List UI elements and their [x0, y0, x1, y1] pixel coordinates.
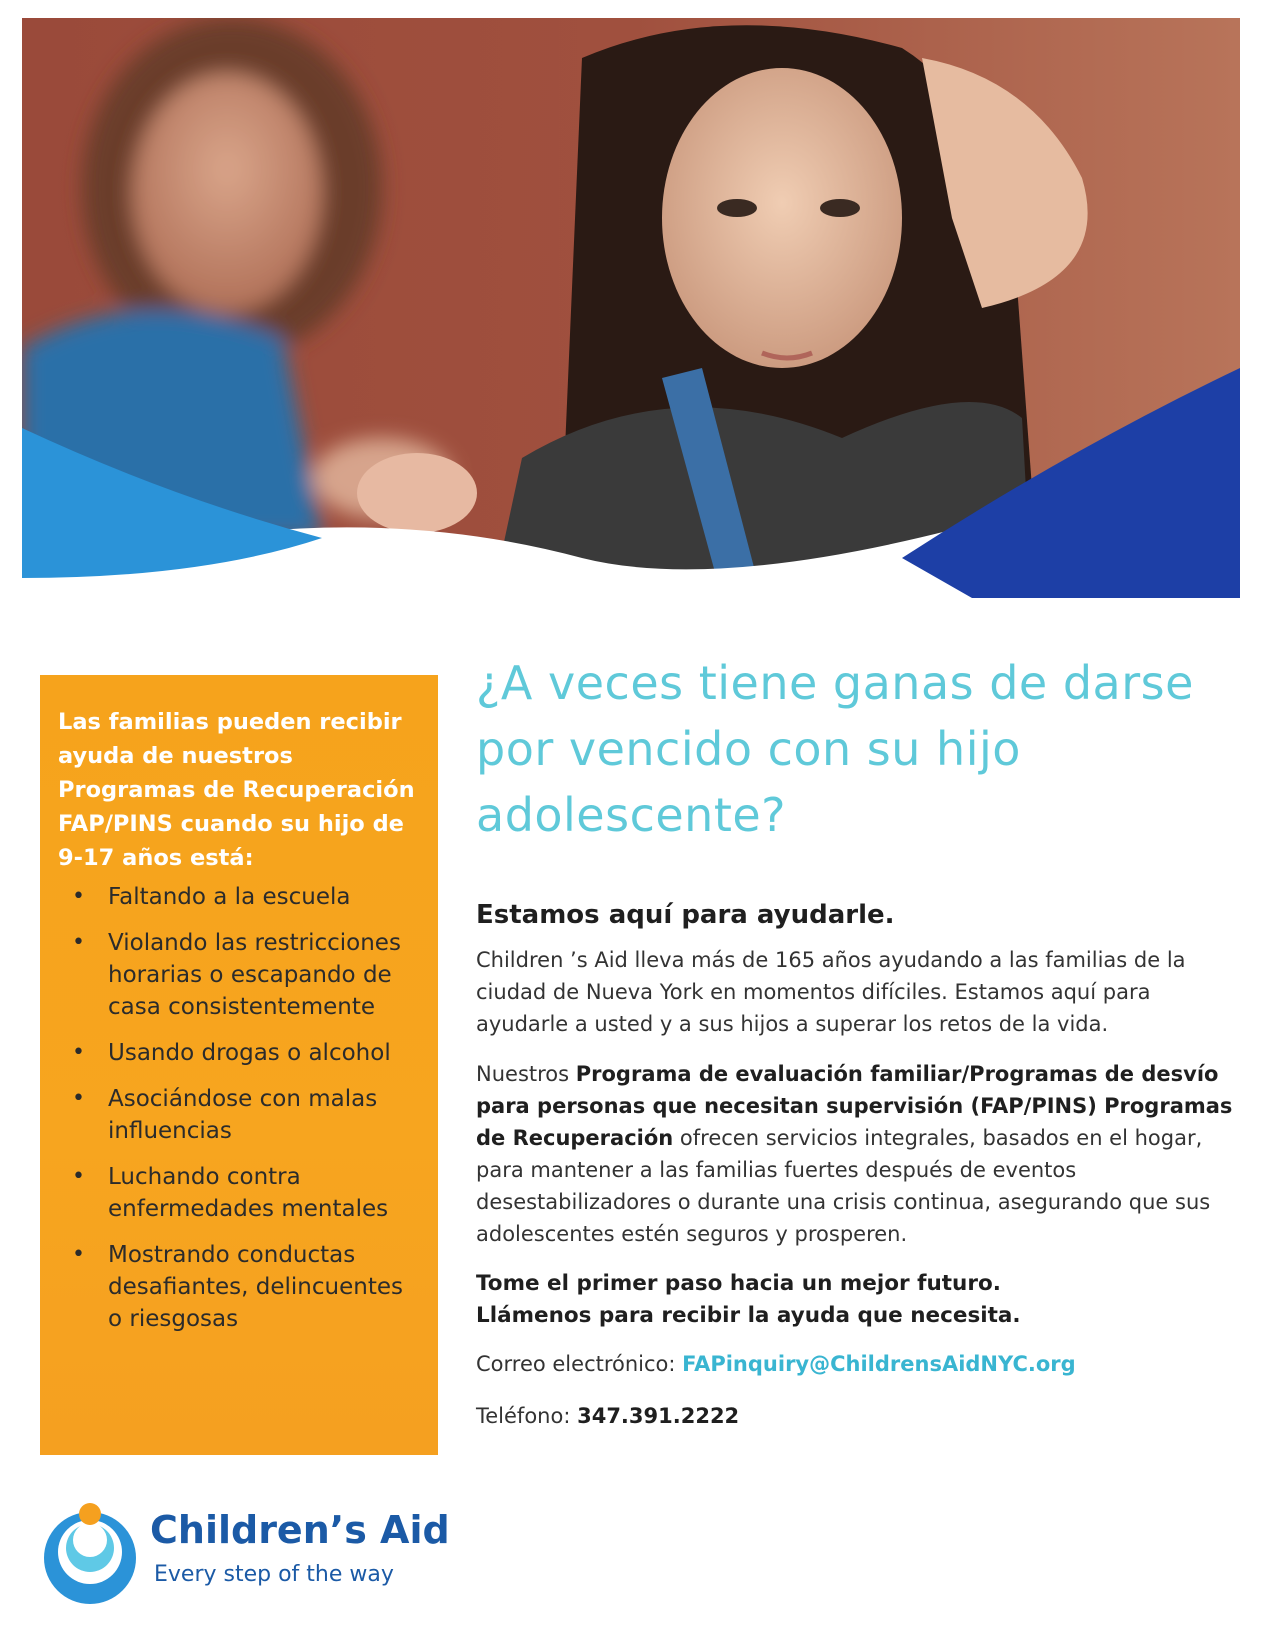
headline: ¿A veces tiene ganas de darse por vencido con su hijo adolescente? — [476, 656, 1194, 842]
sidebar-panel — [40, 675, 438, 1455]
logo-icon — [40, 1500, 140, 1610]
phone-number[interactable]: 347.391.2222 — [577, 1404, 740, 1428]
main-content — [476, 650, 1246, 1452]
email-label: Correo electrónico: — [476, 1352, 683, 1376]
list-item: • Usando drogas o alcohol — [58, 1037, 420, 1069]
list-item: • Mostrando conductas desafiantes, delincuentes o riesgosas — [58, 1239, 420, 1335]
list-item: • Violando las restricciones horarias o escapando de casa consistentemente — [58, 927, 420, 1023]
program-text-end: ofrecen servicios integrales, basados en el hogar, para mantener a las familias fuertes después de eventos desestabilizadores o durante una crisis continua, asegurando que sus adolescentes estén seguros y prosperen. — [476, 1126, 1211, 1246]
list-item: • Luchando contra enfermedades mentales — [58, 1161, 420, 1225]
phone-line — [476, 1400, 1246, 1432]
list-item: • Faltando a la escuela — [58, 881, 420, 913]
subheading: Estamos aquí para ayudarle. — [476, 900, 895, 930]
list-item: • Asociándose con malas influencias — [58, 1083, 420, 1147]
logo-tagline: Every step of the way — [154, 1562, 394, 1587]
program-text-start: Nuestros — [476, 1062, 576, 1086]
sidebar-list — [58, 881, 420, 1335]
email-link[interactable]: FAPinquiry@ChildrensAidNYC.org — [682, 1352, 1076, 1376]
cta-line-2: Llámenos para recibir la ayuda que necesita. — [476, 1303, 1021, 1328]
intro-paragraph: Children ’s Aid lleva más de 165 años ayudando a las familias de la ciudad de Nueva York en momentos difíciles. Estamos aquí para ayudarle a usted y a sus hijos a superar los retos de la vida. — [476, 948, 1186, 1036]
sidebar-intro: Las familias pueden recibir ayuda de nuestros Programas de Recuperación FAP/PINS cuando su hijo de 9-17 años está: — [58, 709, 415, 871]
email-line — [476, 1348, 1246, 1380]
logo-name: Children’s Aid — [150, 1508, 450, 1552]
program-name: Programa de evaluación familiar/Programas de desvío para personas que necesitan supervisión (FAP/PINS) Programas de Recuperación — [476, 1062, 1233, 1150]
program-paragraph — [476, 1058, 1246, 1250]
phone-label: Teléfono: — [476, 1404, 578, 1428]
hero-photo — [22, 18, 1240, 598]
childrens-aid-logo — [40, 1500, 480, 1610]
cta-line-1: Tome el primer paso hacia un mejor futuro. — [476, 1271, 1001, 1296]
call-to-action — [476, 1268, 1246, 1332]
